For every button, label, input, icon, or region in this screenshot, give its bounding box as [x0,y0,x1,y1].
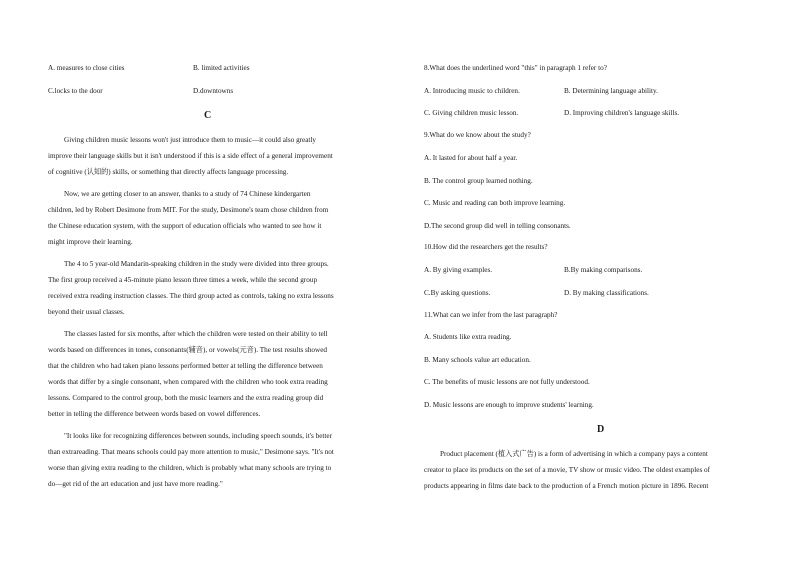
paragraph-line: The 4 to 5 year-old Mandarin-speaking children in the study were divided into three groups. [64,260,329,268]
question-9-option-a: A. It lasted for about half a year. [424,154,518,162]
question-11-option-c: C. The benefits of music lessons are not fully understood. [424,378,590,386]
question-11-option-a: A. Students like extra reading. [424,333,512,341]
paragraph-line: might improve their learning. [48,238,133,246]
section-c-title: C [204,110,212,121]
question-9-option-b: B. The control group learned nothing. [424,177,533,185]
question-9-option-d: D.The second group did well in telling consonants. [424,222,571,230]
paragraph-line: Product placement (植入式广告) is a form of advertising in which a company pays a content [440,450,708,458]
paragraph-line: Now, we are getting closer to an answer, thanks to a study of 74 Chinese kindergarten [64,190,311,198]
paragraph-line: improve their language skills but it isn't understood if this is a side effect of a general improvement [48,152,333,160]
question-10-option-b: B.By making comparisons. [564,266,643,274]
section-d-title: D [597,424,605,435]
question-10-option-a: A. By giving examples. [424,266,493,274]
paragraph-line: than extrareading. That means schools could pay more attention to music," Desimone says. "It's not [48,448,334,456]
option-c: C.locks to the door [48,87,103,95]
question-8-option-d: D. Improving children's language skills. [564,109,680,117]
paragraph-line: "It looks like for recognizing differences between sounds, including speech sounds, it's better [64,432,332,440]
paragraph-line: Giving children music lessons won't just introduce them to music—it could also greatly [64,136,317,144]
paragraph-line: The classes lasted for six months, after which the children were tested on their ability to tell [64,330,328,338]
paragraph-line: words that differ by a single consonant, when compared with the children who took extra reading [48,378,328,386]
question-10-option-d: D. By making classifications. [564,289,649,297]
question-8-option-b: B. Determining language ability. [564,87,658,95]
question-8-option-c: C. Giving children music lesson. [424,109,519,117]
paragraph-line: do—get rid of the art education and just have more reading." [48,480,223,488]
paragraph-line: words based on differences in tones, consonants(辅音), or vowels(元音). The test results showed [48,346,327,354]
question-8-option-a: A. Introducing music to children. [424,87,520,95]
paragraph-line: of cognitive (认知的) skills, or something that directly affects language processing. [48,168,289,176]
paragraph-line: better in telling the difference between words based on vowel differences. [48,410,261,418]
option-a: A. measures to close cities [48,64,125,72]
paragraph-line: received extra reading instruction classes. The third group acted as controls, taking no extra lessons [48,292,334,300]
paragraph-line: The first group received a 45-minute piano lesson three times a week, while the second group [48,276,318,284]
question-11-option-d: D. Music lessons are enough to improve students' learning. [424,401,594,409]
question-11-stem: 11.What can we infer from the last paragraph? [424,311,558,319]
paragraph-line: that the children who had taken piano lessons performed better at telling the difference between [48,362,323,370]
paragraph-line: lessons. Compared to the control group, both the music learners and the extra reading group did [48,394,324,402]
paragraph-line: the Chinese education system, with the support of education officials who wanted to see how it [48,222,322,230]
paragraph-line: worse than giving extra reading to the children, which is probably what many schools are trying to [48,464,332,472]
option-b: B. limited activities [193,64,250,72]
question-8-stem: 8.What does the underlined word "this" in paragraph 1 refer to? [424,64,607,72]
paragraph-line: creator to place its products on the set of a movie, TV show or music video. The oldest examples of [424,466,711,474]
question-9-option-c: C. Music and reading can both improve learning. [424,199,566,207]
paragraph-line: beyond their usual classes. [48,308,125,316]
question-11-option-b: B. Many schools value art education. [424,356,531,364]
paragraph-line: children, led by Robert Desimone from MIT. For the study, Desimone's team chose children from [48,206,329,214]
paragraph-line: products appearing in films date back to the production of a French motion picture in 1896. Recent [424,482,709,490]
question-10-option-c: C.By asking questions. [424,289,491,297]
question-9-stem: 9.What do we know about the study? [424,131,531,139]
option-d: D.downtowns [193,87,234,95]
question-10-stem: 10.How did the researchers get the results? [424,243,548,251]
